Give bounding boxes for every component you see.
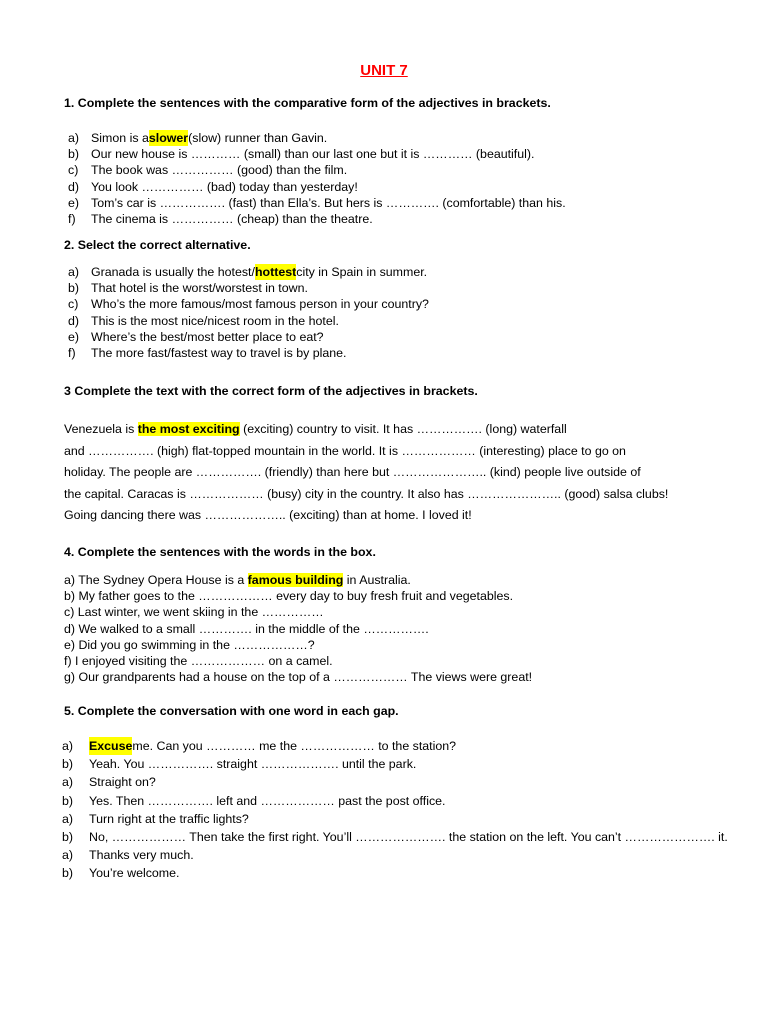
item-marker: c): [68, 163, 79, 178]
speaker-marker: a): [62, 775, 74, 790]
item-marker: b): [68, 281, 80, 296]
dialogue-line: [62, 755, 728, 773]
item-text-end: city in Spain in summer.: [296, 265, 428, 279]
item-text: Tom’s car is ……………. (fast) than Ella’s. But hers is …………. (comfortable) than his.: [91, 195, 566, 210]
speaker-marker: b): [62, 757, 74, 772]
speaker-marker: b): [62, 829, 74, 844]
section2-list: [68, 264, 429, 361]
list-item: [68, 179, 566, 195]
item-marker: d): [68, 313, 80, 328]
section3-text: [64, 419, 684, 527]
list-item: [64, 588, 532, 604]
item-marker: a): [68, 131, 80, 145]
dialogue-line: [62, 846, 728, 864]
item-text: a) The Sydney Opera House is a: [64, 573, 248, 587]
line-text: Going dancing there was ……………….. (exciting) than at home. I loved it!: [64, 508, 472, 522]
item-text: Granada is usually the hotest/: [91, 265, 255, 279]
line-text-end: (exciting) country to visit. It has ……………. (long) waterfall: [239, 422, 567, 436]
list-item: [64, 604, 532, 620]
section1-heading: 1. Complete the sentences with the comparative form of the adjectives in brackets.: [64, 96, 551, 110]
line-text: No, ……………… Then take the first right. You’ll …………………. the station on the left. You can’t …………………. it.: [89, 829, 728, 844]
item-text: d) We walked to a small …………. in the middle of the …………….: [64, 621, 429, 636]
item-text: The cinema is …………… (cheap) than the theatre.: [91, 211, 373, 226]
section2-heading: 2. Select the correct alternative.: [64, 238, 251, 252]
section4-list: [64, 572, 532, 685]
item-text-end: in Australia.: [343, 573, 411, 587]
item-text: This is the most nice/nicest room in the hotel.: [91, 313, 339, 328]
speaker-marker: a): [62, 848, 74, 863]
item-text: Simon is a: [91, 131, 149, 145]
line-text: Straight on?: [89, 775, 156, 790]
speaker-marker: b): [62, 793, 74, 808]
dialogue-line: [62, 828, 728, 846]
list-item: [68, 211, 566, 227]
list-item: [68, 162, 566, 178]
line-text: Venezuela is: [64, 422, 138, 436]
item-marker: b): [68, 147, 80, 162]
highlighted-answer: the most exciting: [137, 422, 240, 436]
item-text: Where’s the best/most better place to eat?: [91, 329, 324, 344]
list-item: [68, 313, 429, 329]
highlighted-answer: hottest: [254, 265, 297, 279]
section1-list: [68, 130, 566, 227]
dialogue-line: [62, 864, 728, 882]
text-line: [64, 419, 684, 441]
page-title: UNIT 7: [360, 62, 408, 79]
line-text: and ……………. (high) flat-topped mountain in the world. It is ……………… (interesting) place to go on: [64, 443, 626, 458]
item-text: Our new house is ………… (small) than our last one but it is ………… (beautiful).: [91, 147, 535, 162]
section5-conversation: [62, 737, 728, 883]
list-item: [64, 669, 532, 685]
item-marker: f): [68, 345, 76, 360]
item-text: Who’s the more famous/most famous person in your country?: [91, 297, 429, 312]
item-marker: e): [68, 195, 80, 210]
item-text: The book was …………… (good) than the film.: [91, 163, 348, 178]
dialogue-line: [62, 810, 728, 828]
highlighted-answer: slower: [148, 131, 189, 145]
dialogue-line: [62, 792, 728, 810]
item-marker: d): [68, 179, 80, 194]
line-text-end: me. Can you ………… me the ……………… to the station?: [132, 739, 457, 753]
item-marker: f): [68, 211, 76, 226]
item-marker: a): [68, 265, 80, 279]
text-line: [64, 462, 684, 484]
speaker-marker: b): [62, 866, 74, 881]
text-line: [64, 484, 684, 506]
item-marker: c): [68, 297, 79, 312]
dialogue-line: [62, 737, 728, 755]
item-text: c) Last winter, we went skiing in the ……………: [64, 605, 324, 620]
item-text: e) Did you go swimming in the ………………?: [64, 637, 315, 652]
item-text: The more fast/fastest way to travel is by plane.: [91, 345, 347, 360]
text-line: [64, 505, 684, 527]
list-item: [64, 637, 532, 653]
item-marker: e): [68, 329, 80, 344]
line-text: the capital. Caracas is ……………… (busy) city in the country. It also has ………………….. (good) salsa clubs!: [64, 486, 669, 501]
list-item: [68, 130, 566, 146]
list-item: [68, 280, 429, 296]
speaker-marker: a): [62, 739, 74, 753]
list-item: [68, 264, 429, 280]
line-text: holiday. The people are ……………. (friendly) than here but ………………….. (kind) people live outside of: [64, 465, 641, 479]
line-text: Yeah. You ……………. straight ………………. until the park.: [89, 757, 417, 772]
item-text: That hotel is the worst/worstest in town.: [91, 281, 308, 296]
item-text: g) Our grandparents had a house on the top of a ……………… The views were great!: [64, 670, 533, 685]
list-item: [64, 621, 532, 637]
highlighted-answer: Excuse: [89, 737, 132, 755]
section4-heading: 4. Complete the sentences with the words in the box.: [64, 545, 376, 559]
item-text-end: (slow) runner than Gavin.: [188, 131, 328, 145]
list-item: [64, 572, 532, 588]
list-item: [68, 329, 429, 345]
text-line: [64, 441, 684, 463]
line-text: You’re welcome.: [89, 866, 180, 881]
list-item: [68, 146, 566, 162]
section5-heading: 5. Complete the conversation with one word in each gap.: [64, 704, 399, 718]
line-text: Yes. Then ……………. left and ……………… past the post office.: [89, 793, 446, 808]
list-item: [68, 296, 429, 312]
section3-heading: 3 Complete the text with the correct form of the adjectives in brackets.: [64, 384, 478, 398]
line-text: Thanks very much.: [89, 848, 194, 863]
list-item: [64, 653, 532, 669]
item-text: You look …………… (bad) today than yesterday!: [91, 179, 358, 194]
list-item: [68, 345, 429, 361]
speaker-marker: a): [62, 811, 74, 826]
line-text: Turn right at the traffic lights?: [89, 811, 249, 826]
highlighted-answer: famous building: [247, 573, 344, 587]
item-text: f) I enjoyed visiting the ……………… on a camel.: [64, 653, 333, 668]
dialogue-line: [62, 773, 728, 791]
list-item: [68, 195, 566, 211]
item-text: b) My father goes to the ……………… every day to buy fresh fruit and vegetables.: [64, 589, 514, 604]
